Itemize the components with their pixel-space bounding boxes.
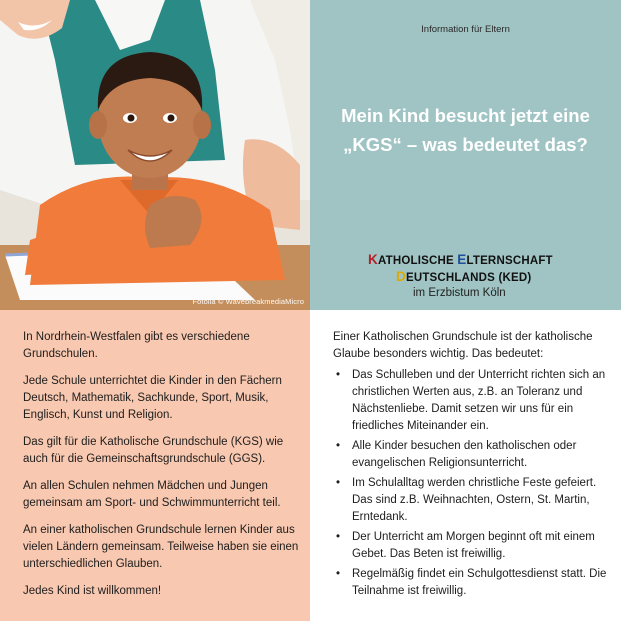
right-text-body: [333, 329, 615, 603]
bullet-list: [333, 367, 615, 600]
left-paragraph: In Nordrhein-Westfalen gibt es verschiedene Grundschulen.: [23, 331, 250, 360]
ked-logo: [368, 252, 568, 301]
list-item-text: Regelmäßig findet ein Schulgottesdienst statt. Die Teilnahme ist freiwillig.: [352, 568, 607, 597]
ked-text-2: LTERNSCHAFT: [466, 255, 553, 267]
ked-logo-line-2: [396, 269, 568, 286]
page-title: [310, 101, 621, 159]
list-item: [333, 566, 615, 600]
list-item-text: Im Schulalltag werden christliche Feste gefeiert. Das sind z.B. Weihnachten, Ostern, St. Martin, Erntedank.: [352, 477, 597, 523]
bullet-icon: •: [336, 477, 341, 489]
bullet-icon: •: [336, 568, 341, 580]
left-paragraph: Jedes Kind ist willkommen!: [23, 585, 162, 597]
left-paragraph: Jede Schule unterrichtet die Kinder in den Fächern Deutsch, Mathematik, Sachkunde, Sport, Musik, Englisch, Kunst und Religion.: [23, 375, 282, 421]
photo-credit: Fotolia © WavebreakmediaMicro: [192, 297, 304, 306]
list-item: [333, 529, 615, 563]
left-paragraph: An allen Schulen nehmen Mädchen und Jungen gemeinsam am Sport- und Schwimmunterricht teil.: [23, 480, 281, 509]
left-paragraph: An einer katholischen Grundschule lernen Kinder aus vielen Ländern gemeinsam. Teilweise haben sie einen unterschiedlichen Glauben.: [23, 524, 299, 570]
bullet-icon: •: [336, 440, 341, 452]
ked-initial-k: K: [368, 252, 378, 267]
list-item-text: Alle Kinder besuchen den katholischen oder evangelischen Religionsunterricht.: [352, 440, 577, 469]
headline-line-1: Mein Kind besucht jetzt eine: [341, 105, 590, 126]
ked-text-3: EUTSCHLANDS (KED): [405, 272, 532, 284]
left-text-panel: [0, 310, 310, 621]
ked-text-1: ATHOLISCHE: [377, 255, 458, 267]
ked-logo-line-1: [368, 252, 568, 269]
ked-initial-d: D: [396, 269, 406, 284]
list-item: [333, 438, 615, 472]
header-panel: [310, 0, 621, 310]
left-text-body: [23, 329, 303, 610]
left-paragraph: Das gilt für die Katholische Grundschule (KGS) wie auch für die Gemeinschaftsgrundschule (GGS).: [23, 436, 284, 465]
info-label: Information für Eltern: [421, 24, 510, 35]
list-item: [333, 475, 615, 526]
list-item: [333, 367, 615, 435]
list-item-text: Das Schulleben und der Unterricht richten sich an christlichen Werten aus, z.B. an Toleranz und Nächstenliebe. Damit setzen wir uns für ein friedliches Miteinander ein.: [352, 369, 606, 432]
right-intro: Einer Katholischen Grundschule ist der katholische Glaube besonders wichtig. Das bedeutet:: [333, 331, 593, 360]
ked-initial-e: E: [457, 252, 467, 267]
child-photo: [0, 0, 310, 310]
ked-logo-subline: im Erzbistum Köln: [413, 287, 506, 299]
child-photo-illustration: [0, 0, 310, 310]
right-text-panel: [310, 310, 621, 621]
bullet-icon: •: [336, 531, 341, 543]
headline-line-2: „KGS“ – was bedeutet das?: [343, 134, 588, 155]
list-item-text: Der Unterricht am Morgen beginnt oft mit einem Gebet. Das Beten ist freiwillig.: [352, 531, 595, 560]
bullet-icon: •: [336, 369, 341, 381]
